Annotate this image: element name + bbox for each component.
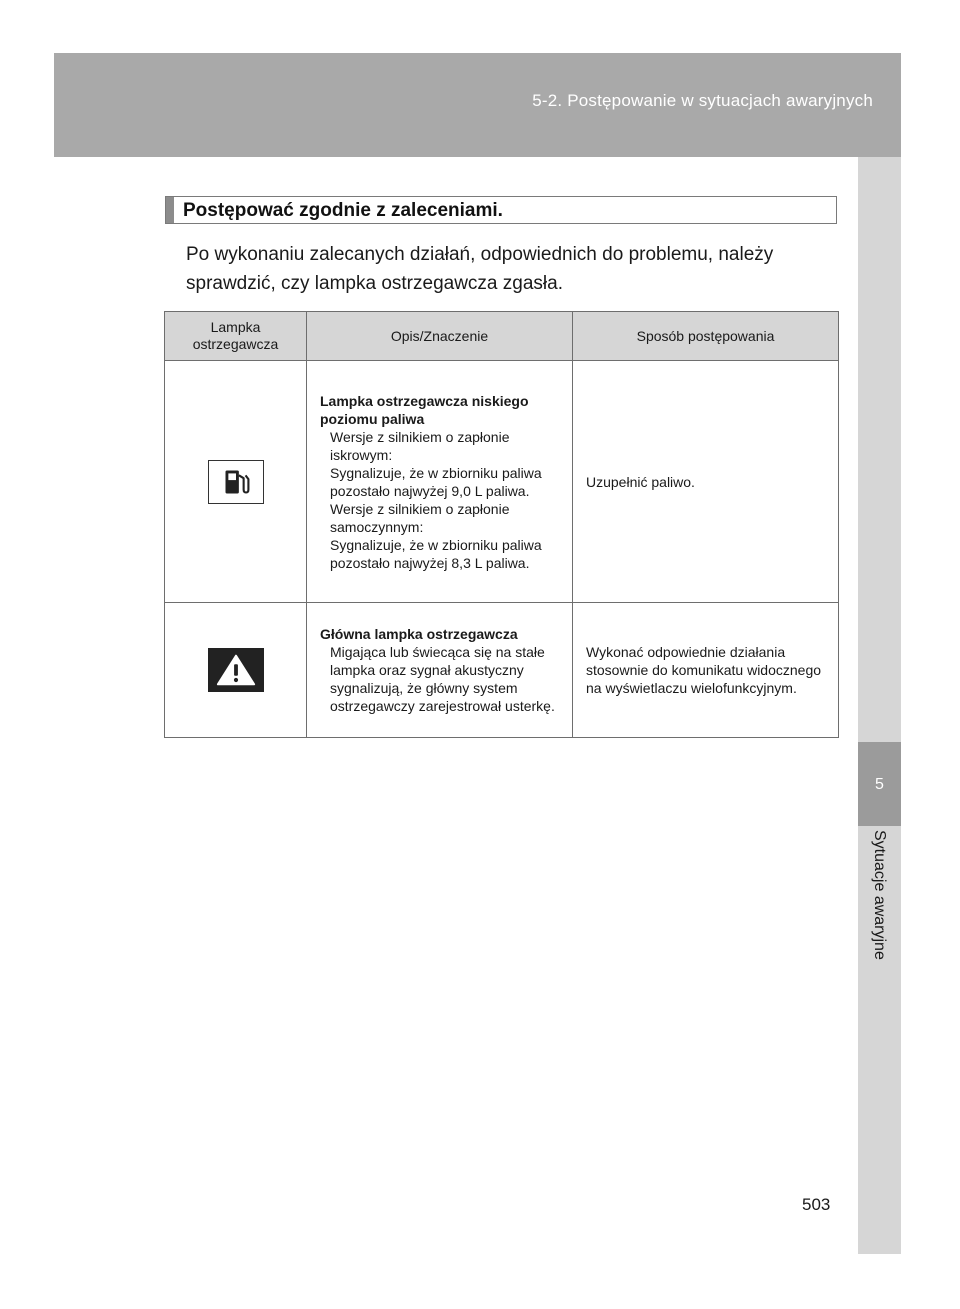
section-title: 5-2. Postępowanie w sytuacjach awaryjnych — [532, 91, 873, 110]
description-line: Sygnalizuje, że w zbiorniku paliwa pozostało najwyżej 9,0 L paliwa. — [330, 464, 542, 499]
description-line: Wersje z silnikiem o zapłonie samoczynnym: — [330, 500, 510, 535]
lamp-title: Główna lampka ostrzegawcza — [320, 626, 518, 642]
warning-triangle-icon — [208, 648, 264, 692]
lamp-title: Lampka ostrzegawcza niskiego poziomu paliwa — [320, 392, 529, 427]
section-heading — [165, 196, 837, 224]
lamp-cell — [165, 603, 307, 738]
heading-text: Postępować zgodnie z zaleceniami. — [183, 200, 503, 221]
description-cell — [307, 361, 573, 603]
column-header-action: Sposób postępowania — [573, 312, 839, 361]
chapter-tab — [858, 742, 901, 826]
intro-paragraph: Po wykonaniu zalecanych działań, odpowiednich do problemu, należy sprawdzić, czy lampka ostrzegawcza zgasła. — [186, 244, 774, 294]
description-line: Sygnalizuje, że w zbiorniku paliwa pozostało najwyżej 8,3 L paliwa. — [330, 536, 542, 571]
lamp-cell — [165, 361, 307, 603]
column-header-description: Opis/Znaczenie — [307, 312, 573, 361]
column-header-lamp: Lampka ostrzegawcza — [165, 312, 307, 361]
chapter-label — [858, 830, 901, 1000]
page-number: 503 — [802, 1195, 831, 1214]
chapter-label-text: Sytuacje awaryjne — [870, 830, 888, 960]
side-tab-background — [858, 157, 901, 742]
chapter-number: 5 — [875, 776, 884, 793]
heading-accent-bar — [166, 197, 174, 223]
fuel-pump-icon — [208, 460, 264, 504]
table-row — [165, 603, 839, 738]
description-line: Wersje z silnikiem o zapłonie iskrowym: — [330, 428, 510, 463]
description-line: Migająca lub świecąca się na stałe lampka oraz sygnał akustyczny sygnalizują, że główny system ostrzegawczy zarejestrował usterkę. — [330, 644, 555, 714]
warning-lamp-table — [164, 311, 839, 738]
lamp-description — [320, 428, 564, 572]
action-cell: Uzupełnić paliwo. — [573, 361, 839, 603]
table-header-row — [165, 312, 839, 361]
lamp-description — [320, 643, 564, 715]
table-row — [165, 361, 839, 603]
header-band — [54, 53, 901, 157]
action-cell: Wykonać odpowiednie działania stosownie do komunikatu widocznego na wyświetlaczu wielofunkcyjnym. — [573, 603, 839, 738]
description-cell — [307, 603, 573, 738]
